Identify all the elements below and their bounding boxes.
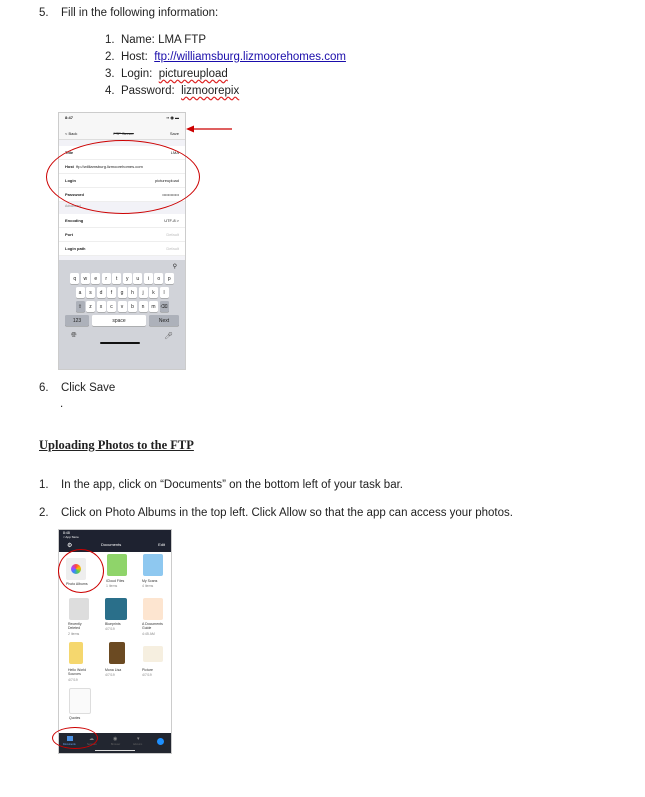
key-next[interactable]: Next (149, 315, 179, 326)
microphone-icon[interactable]: 🎤︎ (164, 333, 173, 340)
key-v[interactable]: v (118, 301, 127, 312)
tab-documents[interactable]: Documents (63, 743, 76, 746)
row-label: Encoding (65, 218, 84, 223)
info-list (105, 34, 346, 102)
compass-icon[interactable] (157, 738, 164, 745)
addons-icon[interactable]: ▾ (137, 736, 140, 742)
info-label: Host: (120, 51, 148, 63)
row-label: Port (65, 232, 73, 237)
info-num: 2. (105, 51, 115, 63)
info-value: lizmoorepix (181, 85, 240, 97)
key-x[interactable]: x (97, 301, 106, 312)
documents-guide-tile[interactable] (143, 598, 163, 620)
back-button[interactable]: < Back (65, 130, 78, 136)
info-item-password (105, 85, 346, 102)
key-a[interactable]: a (76, 287, 85, 298)
home-indicator (100, 342, 140, 344)
mona-lisa-tile[interactable] (109, 642, 125, 664)
row-label: Login path (65, 246, 86, 251)
status-time: 8:48 (63, 531, 70, 535)
services-icon[interactable]: ☁ (89, 736, 94, 742)
key-c[interactable]: c (107, 301, 116, 312)
hello-world-tile[interactable] (69, 642, 83, 664)
info-num: 1. (105, 34, 115, 46)
info-value: pictureupload (158, 68, 228, 80)
key-icon: ⚲ (172, 264, 177, 270)
row-label: Title (65, 150, 74, 155)
key-o[interactable]: o (154, 273, 163, 284)
step6-number: 6. (39, 382, 49, 394)
step5-text: Fill in the following information: (61, 7, 219, 19)
row-value: •••••••••••• (162, 192, 179, 197)
key-j[interactable]: j (139, 287, 148, 298)
key-m[interactable]: m (149, 301, 158, 312)
step6-text: Click Save (61, 382, 116, 394)
row-value: ftp://williamsburg.lizmoorehomes.com (76, 164, 143, 169)
row-value: Default (166, 232, 179, 237)
info-item-login (105, 68, 346, 85)
info-value: LMA FTP (158, 34, 206, 46)
tile-label: Recently Deleted (68, 622, 82, 630)
key-n[interactable]: n (139, 301, 148, 312)
tile-sub: 4/7/19 (105, 673, 115, 677)
tile-sub: 4/7/19 (142, 673, 152, 677)
tile-label: Picture (142, 668, 153, 672)
key-t[interactable]: t (112, 273, 121, 284)
photo-albums-highlight (58, 549, 104, 593)
row-label: Host (65, 164, 74, 169)
key-b[interactable]: b (128, 301, 137, 312)
save-button[interactable]: Save (169, 130, 179, 136)
gear-icon[interactable]: ⚙ (67, 543, 73, 549)
info-label: Login: (120, 68, 153, 80)
key-space[interactable]: space (92, 315, 146, 326)
tile-sub: 1 items (106, 584, 118, 588)
keyboard-letters-3 (86, 301, 158, 312)
my-scans-tile[interactable] (143, 554, 163, 576)
signal-icon: ▪▪ ◉ ▬ (166, 115, 179, 120)
tile-sub: 2 items (68, 632, 80, 636)
keyboard-row-3 (59, 301, 185, 312)
keyboard-bottom (59, 326, 185, 344)
nav-bar (59, 127, 185, 140)
upload-step2-text: Click on Photo Albums in the top left. Click Allow so that the app can access your photos. (61, 507, 513, 519)
stray-dot: . (60, 398, 64, 410)
delete-key-icon[interactable]: ⌫ (160, 301, 169, 312)
key-p[interactable]: p (165, 273, 174, 284)
highlight-ellipse (46, 140, 200, 214)
tile-label: Mona Lisa (105, 668, 122, 672)
tile-label: A Documents Guide (142, 622, 163, 630)
tab-addons[interactable]: Add-ons (133, 743, 143, 746)
key-123[interactable]: 123 (65, 315, 89, 326)
blueprints-tile[interactable] (105, 598, 127, 620)
key-g[interactable]: g (118, 287, 127, 298)
step5-number: 5. (39, 7, 49, 19)
info-label: Name: (120, 34, 155, 46)
globe-icon[interactable]: 🌐︎ (71, 332, 77, 339)
form-row-encoding[interactable] (59, 214, 185, 228)
keyboard (59, 260, 185, 369)
tab-browser[interactable]: Browser (111, 743, 121, 746)
host-link[interactable]: ftp://williamsburg.lizmoorehomes.com (154, 51, 346, 63)
key-h[interactable]: h (128, 287, 137, 298)
arrow-icon (186, 124, 234, 134)
key-s[interactable]: s (86, 287, 95, 298)
upload-step1-text: In the app, click on “Documents” on the bottom left of your task bar. (61, 479, 403, 491)
key-e[interactable]: e (91, 273, 100, 284)
tile-sub: 4/7/19 (105, 627, 115, 631)
row-value: pictureupload (154, 178, 179, 183)
info-label: Password: (120, 85, 175, 97)
tile-label: Blueprints (105, 622, 121, 626)
form-row-port[interactable] (59, 228, 185, 242)
info-num: 3. (105, 68, 115, 80)
key-w[interactable]: w (81, 273, 90, 284)
key-k[interactable]: k (149, 287, 158, 298)
section-heading: Uploading Photos to the FTP (39, 438, 194, 452)
browser-icon[interactable]: ◉ (113, 736, 118, 742)
recently-deleted-tile[interactable] (69, 598, 89, 620)
shift-key-icon[interactable]: ⇧ (76, 301, 85, 312)
row-value: LMA (170, 150, 179, 155)
key-q[interactable]: q (70, 273, 79, 284)
row-label: Login (65, 178, 76, 183)
status-bar (59, 113, 185, 127)
tile-label: iCloud Files (106, 579, 125, 583)
row-value: Default (166, 246, 179, 251)
key-u[interactable]: u (133, 273, 142, 284)
documents-title: Documents (101, 542, 122, 547)
info-item-host (105, 51, 346, 68)
tile-label: Quotes (69, 716, 81, 720)
upload-step2-number: 2. (39, 507, 49, 519)
info-num: 4. (105, 85, 115, 97)
key-i[interactable]: i (144, 273, 153, 284)
row-label: Password (65, 192, 84, 197)
key-f[interactable]: f (107, 287, 116, 298)
keyboard-row-1 (59, 273, 185, 284)
upload-step1-number: 1. (39, 479, 49, 491)
tile-label: My Scans (142, 579, 158, 583)
quotes-tile[interactable] (69, 688, 91, 714)
tab-services[interactable]: Services (87, 743, 97, 746)
tile-sub: 4:45 AM (142, 632, 155, 636)
tile-label: Photo Albums (66, 582, 88, 586)
picture-tile[interactable] (143, 646, 163, 662)
form-row-login-path[interactable] (59, 242, 185, 256)
nav-title: FTP Server (113, 130, 134, 136)
advanced-section-label: Advanced (65, 204, 81, 208)
edit-button[interactable]: Edit (158, 542, 165, 547)
tile-sub: 4 items (142, 584, 154, 588)
icloud-files-tile[interactable] (107, 554, 127, 576)
key-r[interactable]: r (102, 273, 111, 284)
status-time: 8:47 (65, 115, 74, 120)
back-app-store[interactable]: < App Store (63, 535, 79, 539)
info-item-name (105, 34, 346, 51)
tile-sub: 4/7/19 (68, 678, 78, 682)
keyboard-row-2 (59, 287, 185, 298)
key-y[interactable]: y (123, 273, 132, 284)
key-d[interactable]: d (97, 287, 106, 298)
home-indicator (95, 750, 135, 752)
documents-tab-highlight (52, 727, 98, 749)
row-value: UTF-8 > (164, 218, 179, 223)
key-z[interactable]: z (86, 301, 95, 312)
tile-label: Hello World Sources (68, 668, 87, 676)
key-l[interactable]: l (160, 287, 169, 298)
